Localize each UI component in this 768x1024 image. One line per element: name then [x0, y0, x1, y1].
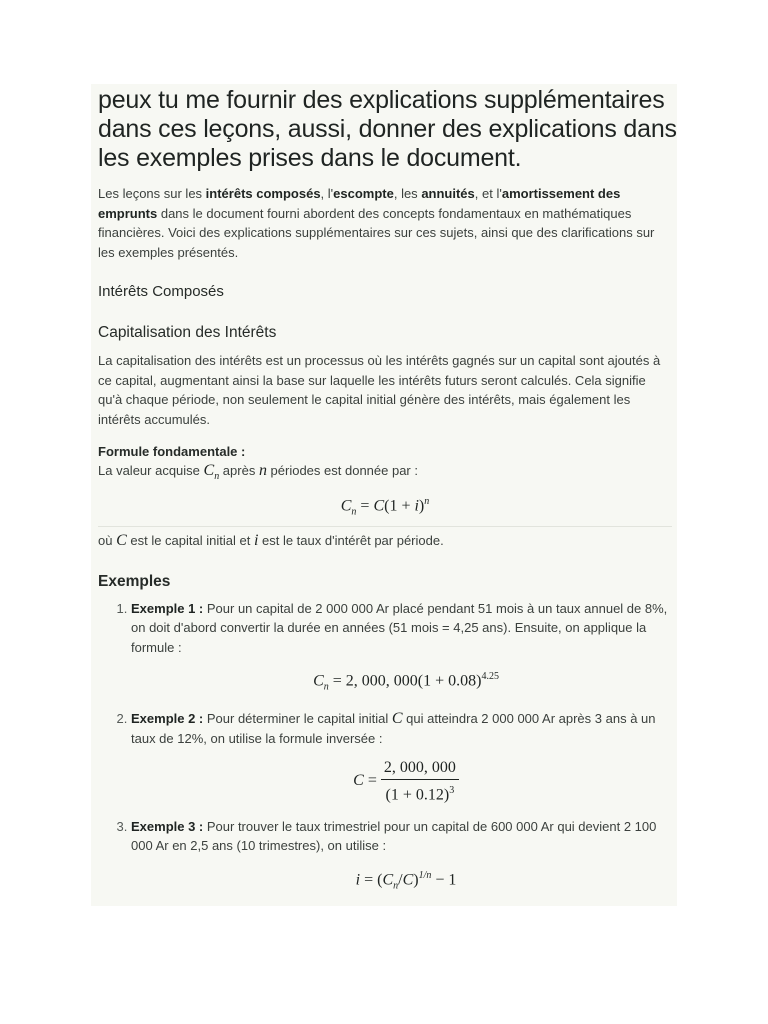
intro-text: dans le document fourni abordent des concepts fondamentaux en mathématiques financières. Voici des explications supplémentaires sur ces sujets, ainsi que des clarifications sur les exemples présentés. — [98, 205, 655, 260]
formula-intro — [98, 461, 677, 486]
math-var-n: n — [258, 462, 267, 479]
intro-bold-term: intérêts composés — [205, 186, 321, 201]
example-2-formula: C = $\frac{2, 000, 000}{(1 + 0.12)^3}$ — [131, 758, 681, 804]
main-formula: $C_n = C(1 + i)^n$ — [340, 496, 430, 518]
main-formula-block — [98, 496, 672, 527]
example-text: Pour trouver le taux trimestriel pour un capital de 600 000 Ar qui devient 2 100 000 Ar en 2,5 ans (10 trimestres), on utilise : — [131, 818, 657, 854]
formula-intro-text: La valeur acquise — [98, 463, 204, 478]
examples-title: Exemples — [98, 572, 171, 590]
formula-intro-text: périodes est donnée par : — [266, 463, 418, 478]
document-page — [91, 84, 677, 906]
example-label: Exemple 2 : — [131, 711, 204, 727]
math-var-cn: $C_n$ — [203, 462, 220, 483]
intro-paragraph — [98, 184, 672, 262]
math-var-c: C — [116, 531, 127, 549]
intro-text: , l' — [320, 186, 334, 201]
list-item — [131, 709, 681, 804]
intro-text: Les leçons sur les — [98, 186, 206, 201]
example-text: Pour déterminer le capital initial — [203, 711, 392, 727]
formula-label: Formule fondamentale : — [98, 444, 246, 459]
list-item — [131, 599, 681, 698]
list-item — [131, 817, 681, 896]
example-label: Exemple 3 : — [131, 818, 204, 834]
intro-text: , et l' — [474, 186, 502, 201]
capitalisation-paragraph: La capitalisation des intérêts est un processus où les intérêts gagnés sur un capital sont ajoutés à ce capital, augmentant ainsi la base sur laquelle les intérêts futurs seront calculés. Cela signifie qu'à chaque période, non seulement le capital initial génère des intérêts, mais également les intérêts accumulés. — [98, 353, 661, 427]
example-1-formula: $C_n = 2$, 000, $000(1 + 0.08)^{4.25}$ — [313, 671, 499, 693]
examples-list — [98, 599, 681, 896]
intro-bold-term: escompte — [333, 186, 394, 201]
question-heading: peux tu me fournir des explications supplémentaires dans ces leçons, aussi, donner des explications dans les exemples prises dans le document. — [98, 86, 677, 172]
example-3-formula: $i = (C_n/C)^{1/n} - 1$ — [355, 869, 457, 892]
intro-bold-term: amortissement des emprunts — [98, 186, 621, 221]
example-text: Pour un capital de 2 000 000 Ar placé pendant 51 mois à un taux annuel de 8%, on doit d'abord convertir la durée en années (51 mois = 4,25 ans). Ensuite, on applique la formule : — [131, 600, 668, 655]
fraction: $\frac{2, 000, 000}{(1 + 0.12)^3}$ — [381, 758, 459, 804]
math-var-i: i — [253, 531, 259, 549]
intro-bold-term: annuités — [421, 186, 475, 201]
intro-text: , les — [393, 186, 422, 201]
formula-explanation — [98, 531, 677, 550]
subsection-title: Capitalisation des Intérêts — [98, 324, 277, 341]
example-text: qui atteindra 2 000 000 Ar après 3 ans à un taux de 12%, on utilise la formule inversée : — [131, 711, 656, 746]
math-var-c: C — [391, 710, 403, 728]
section-title: Intérêts Composés — [98, 283, 224, 300]
explanation-text: est le capital initial et — [126, 532, 254, 548]
formula-intro-text: après — [219, 463, 259, 478]
example-label: Exemple 1 : — [131, 600, 204, 616]
explanation-text: est le taux d'intérêt par période. — [258, 532, 444, 548]
explanation-text: où — [98, 532, 117, 548]
